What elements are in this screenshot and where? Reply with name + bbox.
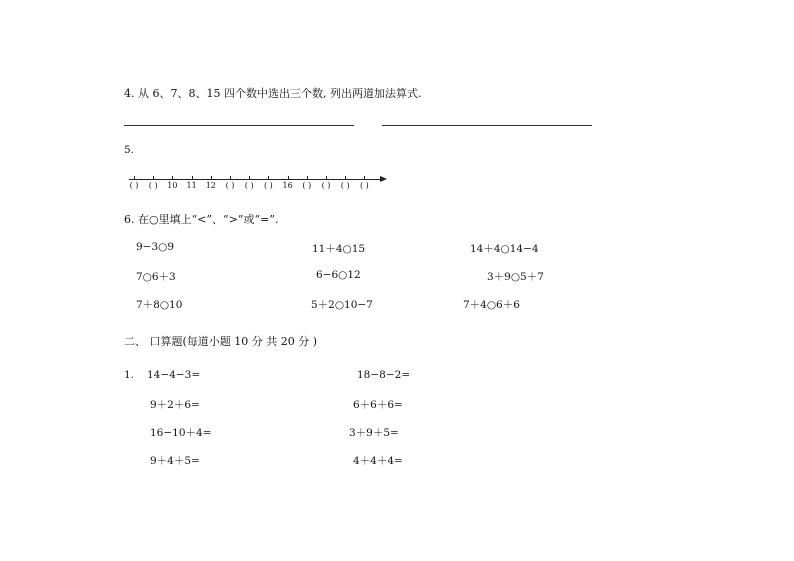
number-line-label: 16 [282, 181, 293, 190]
calc-item: 6＋6＋6= [353, 399, 403, 411]
compare-item: 7○6＋3 [136, 271, 176, 283]
question-1-number: 1. [124, 369, 135, 381]
number-line-tick [288, 176, 289, 180]
compare-item: 11＋4○15 [312, 243, 366, 255]
compare-item: 7＋8○10 [136, 299, 183, 311]
number-line-axis [129, 179, 380, 180]
number-line-tick [326, 176, 327, 180]
number-line-tick [134, 176, 135, 180]
compare-item: 9−3○9 [136, 241, 175, 253]
number-line-label: ( ) [302, 181, 312, 190]
number-line-tick [192, 176, 193, 180]
number-line-label: ( ) [359, 181, 369, 190]
number-line-tick [172, 176, 173, 180]
question-5-number: 5. [124, 144, 135, 156]
number-line-label: 12 [205, 181, 216, 190]
calc-item: 9＋4＋5= [150, 455, 200, 467]
number-line-tick [268, 176, 269, 180]
number-line-tick [249, 176, 250, 180]
number-line-tick [211, 176, 212, 180]
compare-item: 6−6○12 [316, 269, 361, 281]
compare-item: 5＋2○10−7 [311, 299, 373, 311]
answer-line-1 [124, 125, 354, 126]
calc-item: 4＋4＋4= [353, 455, 403, 467]
calc-item: 16−10＋4= [150, 427, 212, 439]
number-line-label: ( ) [340, 181, 350, 190]
number-line-label: ( ) [263, 181, 273, 190]
calc-item: 9＋2＋6= [150, 399, 200, 411]
number-line-tick [230, 176, 231, 180]
number-line-label: ( ) [225, 181, 235, 190]
answer-line-2 [382, 125, 592, 126]
number-line-tick [307, 176, 308, 180]
number-line-label: ( ) [148, 181, 158, 190]
calc-item: 3＋9＋5= [349, 427, 399, 439]
compare-item: 3＋9○5＋7 [487, 271, 544, 283]
number-line-label: ( ) [244, 181, 254, 190]
calc-item: 18−8−2= [357, 369, 411, 381]
number-line-tick [345, 176, 346, 180]
number-line-label: ( ) [321, 181, 331, 190]
number-line-label: ( ) [129, 181, 139, 190]
calc-item: 14−4−3= [147, 369, 201, 381]
number-line-tick [153, 176, 154, 180]
compare-item: 7＋4○6＋6 [463, 299, 520, 311]
compare-item: 14＋4○14−4 [470, 243, 539, 255]
question-6-text: 6. 在○里填上“<”、“>”或“=”. [124, 213, 279, 226]
number-line-tick [364, 176, 365, 180]
number-line-label: 11 [186, 181, 197, 190]
arrow-icon [380, 176, 387, 182]
number-line-label: 10 [167, 181, 178, 190]
section-2-title: 二、 口算题(每道小题 10 分 共 20 分 ) [124, 335, 318, 348]
question-4-text: 4. 从 6、7、8、15 四个数中选出三个数, 列出两道加法算式. [124, 87, 422, 100]
